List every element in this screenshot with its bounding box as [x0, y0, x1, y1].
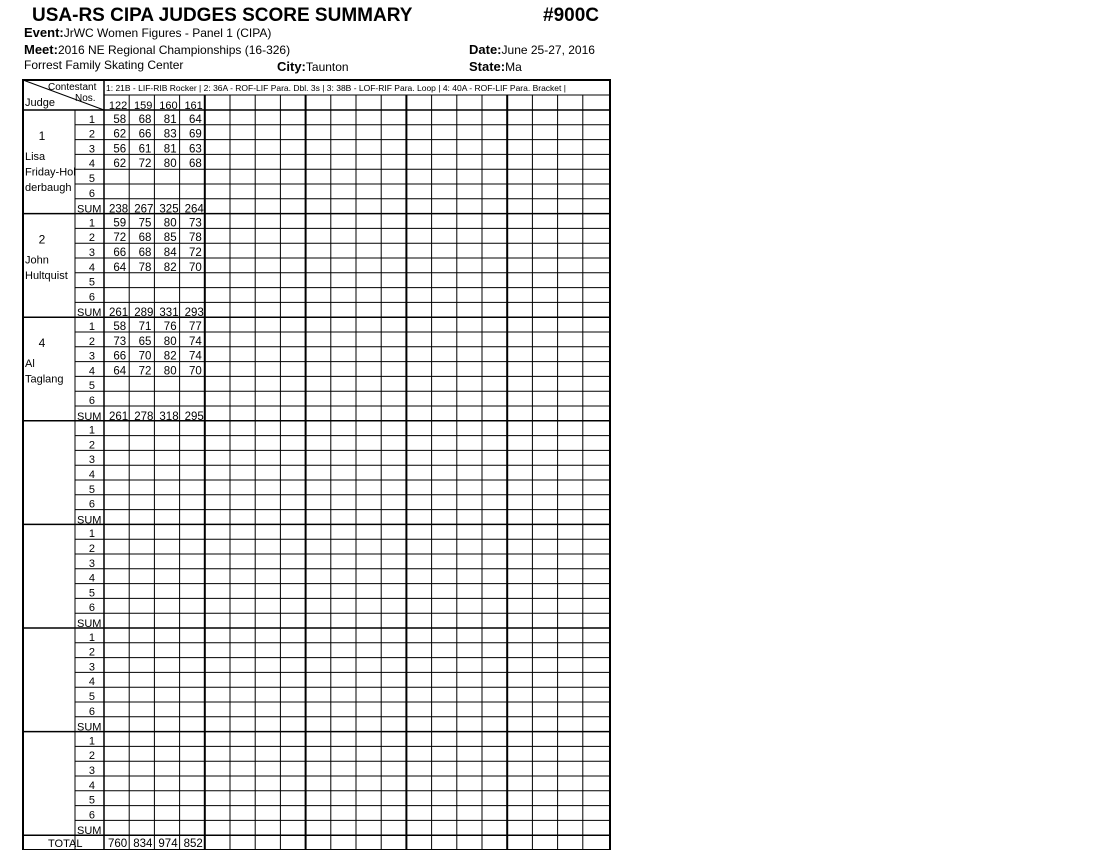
row-number: 3: [88, 557, 95, 570]
row-number: 2: [88, 335, 95, 348]
score-value: 66: [113, 350, 127, 363]
total-value: 974: [158, 838, 178, 850]
contestant-number: 159: [134, 100, 153, 112]
row-number: 1: [88, 113, 95, 126]
sum-value: 267: [134, 203, 154, 216]
score-value: 76: [163, 321, 177, 333]
figures-header: 1: 21B - LIF-RIB Rocker | 2: 36A - ROF-LIF Para. Dbl. 3s | 3: 38B - LOF-RIF Para. Loop | 4: 40A - ROF-LIF Para. Bracket |: [106, 83, 566, 93]
score-value: 65: [138, 335, 152, 348]
sum-value: 325: [159, 203, 179, 216]
sum-value: 293: [184, 307, 204, 320]
sum-label: SUM: [77, 618, 102, 630]
page-title: USA-RS CIPA JUDGES SCORE SUMMARY: [32, 5, 413, 26]
score-value: 84: [163, 247, 177, 259]
sum-value: 331: [159, 307, 179, 320]
score-value: 82: [163, 261, 177, 274]
row-number: 5: [88, 483, 95, 496]
form-code: #900C: [543, 5, 599, 26]
score-value: 80: [163, 365, 177, 378]
row-number: 4: [88, 365, 95, 378]
total-value: 760: [108, 838, 128, 850]
row-number: 1: [88, 528, 95, 541]
row-number: 1: [88, 217, 95, 230]
judge-name-line: derbaugh: [25, 182, 72, 194]
row-number: 4: [88, 469, 95, 481]
row-number: 4: [88, 676, 95, 689]
row-number: 1: [88, 321, 95, 333]
row-number: 6: [88, 187, 95, 200]
sum-label: SUM: [77, 410, 102, 423]
score-value: 70: [138, 350, 152, 363]
venue-value: Forrest Family Skating Center: [24, 58, 184, 72]
city-value: Taunton: [305, 60, 349, 74]
event-value: JrWC Women Figures - Panel 1 (CIPA): [63, 26, 272, 40]
contestant-number: 160: [159, 100, 178, 112]
judge-name-line: Friday-Hol: [25, 166, 76, 179]
row-number: 2: [88, 232, 95, 245]
row-number: 4: [88, 779, 95, 792]
row-number: 5: [88, 794, 95, 807]
contestant-number: 122: [108, 100, 128, 112]
contestant-number: 161: [184, 100, 203, 112]
state-label: State:: [469, 59, 506, 74]
row-number: 4: [88, 261, 95, 274]
judge-name-line: Hultquist: [25, 270, 68, 283]
score-value: 80: [163, 158, 177, 171]
judge-name-line: Taglang: [25, 373, 64, 386]
sum-value: 261: [109, 307, 129, 320]
judge-name-line: John: [25, 254, 49, 267]
meet-label: Meet:: [24, 42, 58, 57]
score-value: 64: [113, 365, 127, 378]
score-value: 66: [113, 247, 127, 259]
score-value: 73: [189, 217, 202, 230]
contestant-label: Contestant: [48, 82, 97, 93]
row-number: 2: [88, 128, 95, 141]
row-number: 6: [88, 809, 95, 822]
row-number: 1: [88, 424, 95, 437]
sum-value: 278: [134, 410, 154, 423]
row-number: 6: [88, 602, 95, 615]
row-number: 2: [88, 439, 95, 452]
row-number: 3: [88, 454, 95, 467]
score-value: 56: [113, 143, 127, 156]
score-value: 68: [138, 232, 152, 245]
sum-value: 264: [184, 203, 204, 216]
score-value: 83: [163, 128, 177, 141]
row-number: 3: [88, 765, 95, 777]
score-value: 75: [138, 217, 152, 230]
sum-label: SUM: [77, 514, 102, 527]
sum-value: 261: [109, 410, 129, 423]
score-value: 71: [138, 321, 152, 333]
score-value: 81: [163, 113, 177, 126]
row-number: 2: [88, 543, 95, 555]
row-number: 3: [88, 350, 95, 363]
total-value: 852: [183, 838, 203, 850]
sum-value: 238: [109, 203, 129, 216]
score-value: 68: [138, 247, 152, 259]
event-label: Event:: [24, 25, 64, 40]
judge-name-line: Al: [25, 358, 35, 371]
row-number: 5: [88, 173, 95, 185]
judge-number: 1: [38, 129, 46, 143]
score-value: 73: [113, 335, 127, 348]
score-value: 85: [163, 232, 177, 245]
row-number: 4: [88, 158, 95, 171]
score-value: 74: [189, 350, 202, 363]
total-value: 834: [133, 838, 153, 850]
sum-label: SUM: [77, 721, 102, 734]
score-value: 74: [189, 335, 202, 348]
score-value: 80: [163, 217, 177, 230]
total-label: TOTAL: [48, 838, 83, 850]
judge-number: 4: [38, 336, 46, 351]
row-number: 5: [88, 691, 95, 703]
row-number: 6: [88, 395, 95, 407]
sum-label: SUM: [77, 307, 102, 320]
score-value: 62: [113, 158, 127, 171]
score-value: 81: [163, 143, 177, 156]
score-value: 59: [113, 217, 127, 230]
row-number: 3: [88, 247, 95, 259]
score-value: 82: [163, 350, 177, 363]
score-value: 80: [163, 335, 177, 348]
score-value: 63: [189, 143, 202, 156]
judge-number: 2: [38, 232, 46, 247]
score-value: 62: [113, 128, 127, 141]
score-value: 72: [113, 232, 127, 245]
score-value: 64: [113, 261, 127, 274]
date-label: Date:: [469, 42, 502, 57]
score-value: 72: [138, 365, 152, 378]
nos-label: Nos.: [75, 93, 96, 104]
score-value: 70: [189, 365, 202, 378]
state-value: Ma: [505, 60, 522, 74]
sum-value: 295: [184, 410, 204, 423]
sum-value: 289: [134, 307, 154, 320]
judge-name-line: Lisa: [25, 151, 46, 163]
score-value: 78: [189, 232, 202, 245]
row-number: 5: [88, 276, 95, 289]
score-value: 61: [138, 143, 152, 156]
row-number: 6: [88, 705, 95, 718]
score-value: 70: [189, 261, 202, 274]
score-value: 66: [138, 128, 152, 141]
score-value: 58: [113, 113, 127, 126]
score-value: 72: [138, 158, 152, 171]
row-number: 6: [88, 498, 95, 511]
judge-label: Judge: [25, 97, 55, 109]
score-value: 58: [113, 321, 127, 333]
score-value: 68: [189, 158, 202, 171]
sum-value: 318: [159, 410, 179, 423]
sum-label: SUM: [77, 203, 102, 216]
row-number: 1: [88, 735, 95, 748]
row-number: 1: [88, 631, 95, 644]
score-value: 64: [189, 113, 202, 126]
row-number: 2: [88, 646, 95, 659]
sum-label: SUM: [77, 825, 102, 838]
row-number: 6: [88, 291, 95, 304]
date-value: June 25-27, 2016: [501, 43, 595, 57]
row-number: 5: [88, 380, 95, 393]
score-value: 68: [138, 113, 152, 126]
row-number: 4: [88, 572, 95, 585]
score-value: 77: [189, 321, 202, 333]
row-number: 5: [88, 587, 95, 600]
row-number: 3: [88, 143, 95, 156]
score-value: 72: [189, 247, 202, 259]
score-value: 78: [138, 261, 152, 274]
row-number: 2: [88, 750, 95, 763]
city-label: City:: [277, 59, 306, 74]
score-value: 69: [189, 128, 202, 141]
row-number: 3: [88, 661, 95, 674]
meet-value: 2016 NE Regional Championships (16-326): [57, 43, 291, 57]
